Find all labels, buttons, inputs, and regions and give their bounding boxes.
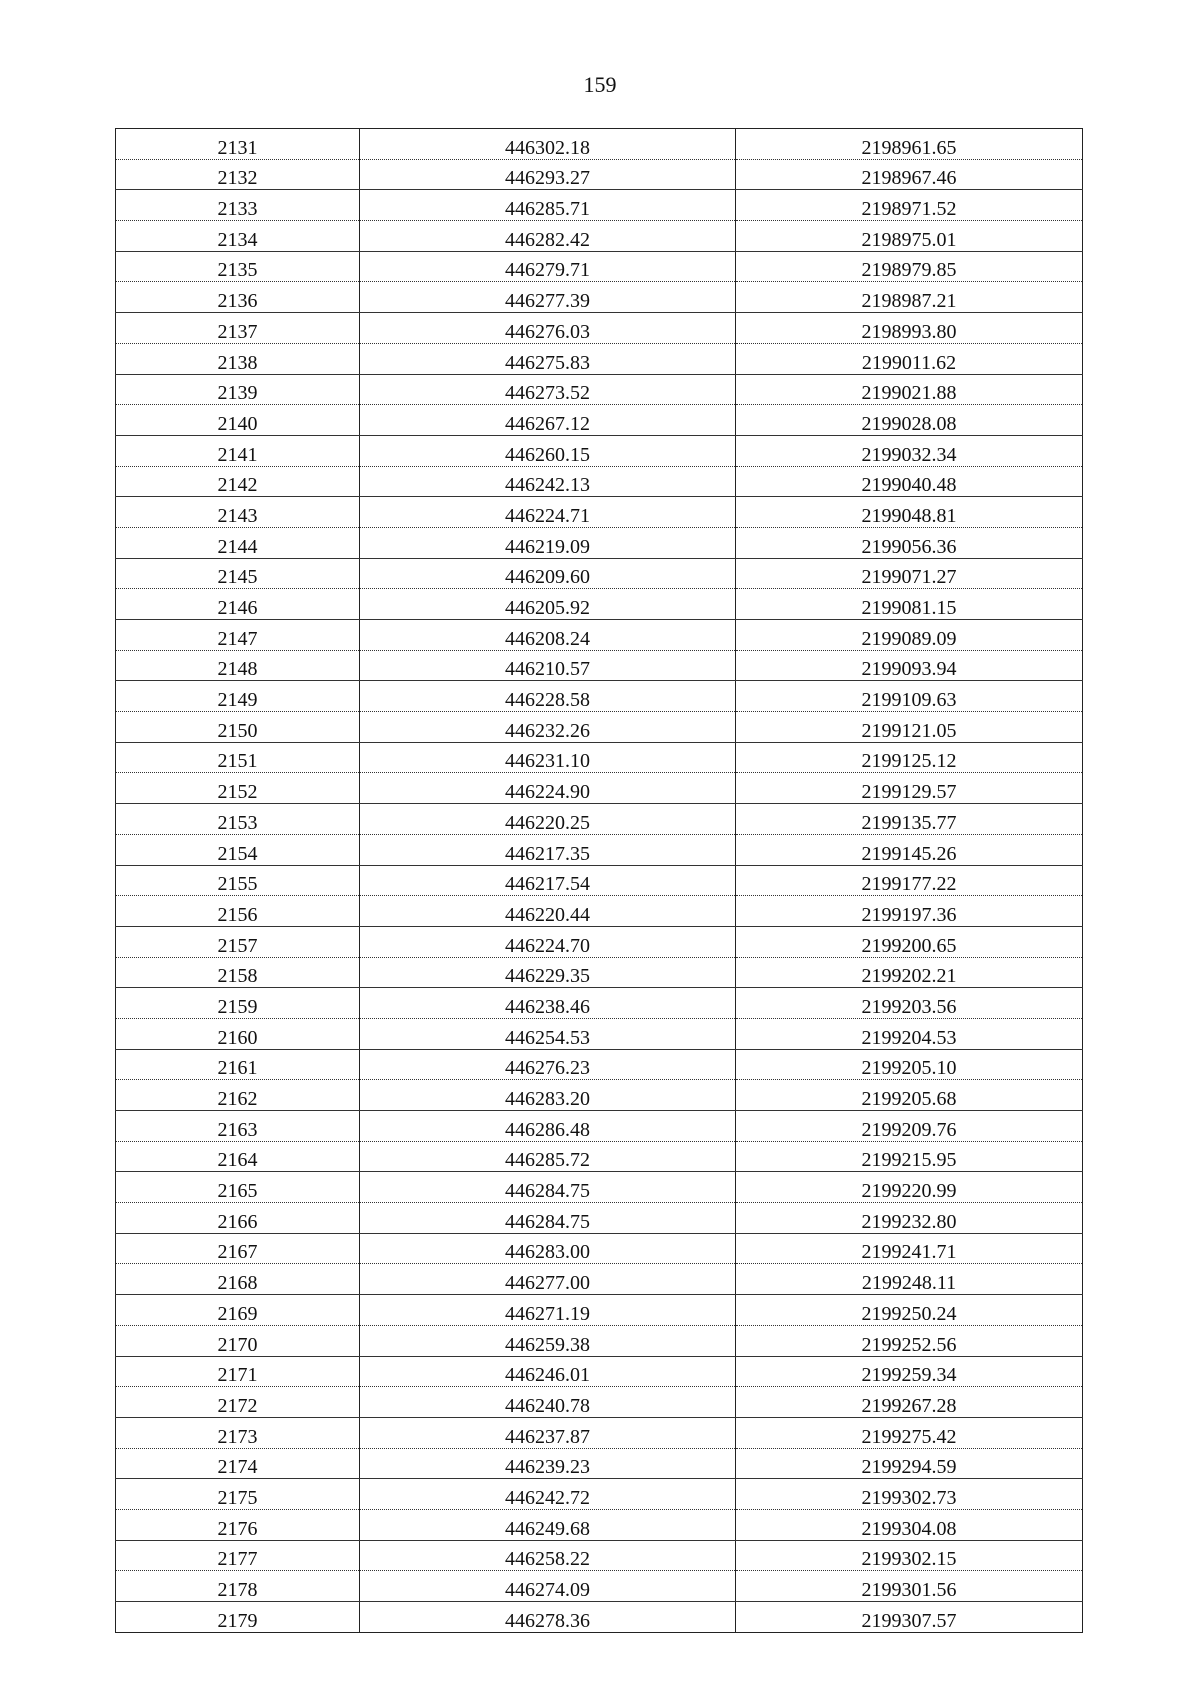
table-row [116,1172,1083,1203]
point-number-cell: 2168 [116,1264,360,1295]
x-coordinate-cell: 446273.52 [360,374,736,405]
table-row [116,650,1083,681]
y-coordinate-cell: 2199204.53 [736,1018,1083,1049]
x-coordinate-cell: 446254.53 [360,1018,736,1049]
y-coordinate-cell: 2199304.08 [736,1509,1083,1540]
table-row [116,1049,1083,1080]
x-coordinate-cell: 446274.09 [360,1571,736,1602]
table-row [116,374,1083,405]
point-number-cell: 2147 [116,620,360,651]
table-row [116,497,1083,528]
table-row [116,1509,1083,1540]
point-number-cell: 2134 [116,221,360,252]
x-coordinate-cell: 446286.48 [360,1111,736,1142]
x-coordinate-cell: 446277.39 [360,282,736,313]
table-row [116,988,1083,1019]
y-coordinate-cell: 2199220.99 [736,1172,1083,1203]
point-number-cell: 2155 [116,865,360,896]
point-number-cell: 2154 [116,834,360,865]
y-coordinate-cell: 2199209.76 [736,1111,1083,1142]
table-row [116,282,1083,313]
table-row [116,1080,1083,1111]
y-coordinate-cell: 2199089.09 [736,620,1083,651]
point-number-cell: 2167 [116,1233,360,1264]
y-coordinate-cell: 2198979.85 [736,251,1083,282]
point-number-cell: 2162 [116,1080,360,1111]
x-coordinate-cell: 446267.12 [360,405,736,436]
x-coordinate-cell: 446284.75 [360,1203,736,1234]
y-coordinate-cell: 2199302.73 [736,1479,1083,1510]
y-coordinate-cell: 2199252.56 [736,1325,1083,1356]
x-coordinate-cell: 446229.35 [360,957,736,988]
table-row [116,129,1083,160]
x-coordinate-cell: 446208.24 [360,620,736,651]
x-coordinate-cell: 446242.13 [360,466,736,497]
point-number-cell: 2148 [116,650,360,681]
y-coordinate-cell: 2199177.22 [736,865,1083,896]
point-number-cell: 2150 [116,712,360,743]
x-coordinate-cell: 446217.54 [360,865,736,896]
x-coordinate-cell: 446209.60 [360,558,736,589]
table-row [116,190,1083,221]
y-coordinate-cell: 2199275.42 [736,1417,1083,1448]
y-coordinate-cell: 2199200.65 [736,926,1083,957]
x-coordinate-cell: 446278.36 [360,1602,736,1633]
table-row [116,558,1083,589]
point-number-cell: 2172 [116,1387,360,1418]
table-row [116,159,1083,190]
y-coordinate-cell: 2199109.63 [736,681,1083,712]
y-coordinate-cell: 2199302.15 [736,1540,1083,1571]
point-number-cell: 2165 [116,1172,360,1203]
y-coordinate-cell: 2199129.57 [736,773,1083,804]
x-coordinate-cell: 446242.72 [360,1479,736,1510]
point-number-cell: 2175 [116,1479,360,1510]
x-coordinate-cell: 446283.20 [360,1080,736,1111]
point-number-cell: 2145 [116,558,360,589]
point-number-cell: 2156 [116,896,360,927]
y-coordinate-cell: 2199145.26 [736,834,1083,865]
point-number-cell: 2177 [116,1540,360,1571]
y-coordinate-cell: 2198993.80 [736,313,1083,344]
y-coordinate-cell: 2198971.52 [736,190,1083,221]
x-coordinate-cell: 446239.23 [360,1448,736,1479]
table-row [116,1356,1083,1387]
table-row [116,343,1083,374]
table-row [116,1479,1083,1510]
point-number-cell: 2171 [116,1356,360,1387]
x-coordinate-cell: 446285.72 [360,1141,736,1172]
x-coordinate-cell: 446231.10 [360,742,736,773]
y-coordinate-cell: 2199048.81 [736,497,1083,528]
table-row [116,865,1083,896]
table-row [116,313,1083,344]
y-coordinate-cell: 2199040.48 [736,466,1083,497]
y-coordinate-cell: 2199081.15 [736,589,1083,620]
x-coordinate-cell: 446282.42 [360,221,736,252]
point-number-cell: 2178 [116,1571,360,1602]
table-row [116,1387,1083,1418]
x-coordinate-cell: 446210.57 [360,650,736,681]
coordinate-table-body [116,129,1083,1633]
table-row [116,1417,1083,1448]
point-number-cell: 2132 [116,159,360,190]
x-coordinate-cell: 446205.92 [360,589,736,620]
table-row [116,1018,1083,1049]
point-number-cell: 2149 [116,681,360,712]
y-coordinate-cell: 2198975.01 [736,221,1083,252]
x-coordinate-cell: 446224.71 [360,497,736,528]
point-number-cell: 2133 [116,190,360,221]
point-number-cell: 2131 [116,129,360,160]
point-number-cell: 2159 [116,988,360,1019]
table-row [116,834,1083,865]
point-number-cell: 2160 [116,1018,360,1049]
table-row [116,773,1083,804]
x-coordinate-cell: 446277.00 [360,1264,736,1295]
table-row [116,1203,1083,1234]
table-row [116,466,1083,497]
table-row [116,1325,1083,1356]
table-row [116,1571,1083,1602]
y-coordinate-cell: 2198967.46 [736,159,1083,190]
point-number-cell: 2170 [116,1325,360,1356]
x-coordinate-cell: 446232.26 [360,712,736,743]
point-number-cell: 2151 [116,742,360,773]
table-row [116,804,1083,835]
table-row [116,681,1083,712]
coordinate-table [115,128,1083,1633]
table-row [116,435,1083,466]
table-row [116,405,1083,436]
table-row [116,1540,1083,1571]
point-number-cell: 2141 [116,435,360,466]
y-coordinate-cell: 2199294.59 [736,1448,1083,1479]
y-coordinate-cell: 2199011.62 [736,343,1083,374]
table-row [116,1295,1083,1326]
x-coordinate-cell: 446276.03 [360,313,736,344]
point-number-cell: 2138 [116,343,360,374]
x-coordinate-cell: 446217.35 [360,834,736,865]
point-number-cell: 2139 [116,374,360,405]
y-coordinate-cell: 2199203.56 [736,988,1083,1019]
y-coordinate-cell: 2199241.71 [736,1233,1083,1264]
point-number-cell: 2152 [116,773,360,804]
y-coordinate-cell: 2199215.95 [736,1141,1083,1172]
x-coordinate-cell: 446259.38 [360,1325,736,1356]
y-coordinate-cell: 2199301.56 [736,1571,1083,1602]
point-number-cell: 2153 [116,804,360,835]
table-row [116,620,1083,651]
y-coordinate-cell: 2199021.88 [736,374,1083,405]
x-coordinate-cell: 446228.58 [360,681,736,712]
table-row [116,589,1083,620]
point-number-cell: 2135 [116,251,360,282]
point-number-cell: 2142 [116,466,360,497]
y-coordinate-cell: 2199205.68 [736,1080,1083,1111]
table-row [116,1233,1083,1264]
x-coordinate-cell: 446220.25 [360,804,736,835]
x-coordinate-cell: 446271.19 [360,1295,736,1326]
point-number-cell: 2163 [116,1111,360,1142]
table-row [116,926,1083,957]
x-coordinate-cell: 446238.46 [360,988,736,1019]
table-row [116,221,1083,252]
y-coordinate-cell: 2199307.57 [736,1602,1083,1633]
table-row [116,527,1083,558]
y-coordinate-cell: 2199028.08 [736,405,1083,436]
x-coordinate-cell: 446279.71 [360,251,736,282]
table-row [116,742,1083,773]
x-coordinate-cell: 446237.87 [360,1417,736,1448]
y-coordinate-cell: 2199197.36 [736,896,1083,927]
x-coordinate-cell: 446224.90 [360,773,736,804]
page-number: 159 [583,72,617,97]
point-number-cell: 2137 [116,313,360,344]
x-coordinate-cell: 446276.23 [360,1049,736,1080]
y-coordinate-cell: 2199135.77 [736,804,1083,835]
y-coordinate-cell: 2198961.65 [736,129,1083,160]
point-number-cell: 2176 [116,1509,360,1540]
y-coordinate-cell: 2199093.94 [736,650,1083,681]
y-coordinate-cell: 2199071.27 [736,558,1083,589]
point-number-cell: 2144 [116,527,360,558]
x-coordinate-cell: 446240.78 [360,1387,736,1418]
y-coordinate-cell: 2198987.21 [736,282,1083,313]
y-coordinate-cell: 2199259.34 [736,1356,1083,1387]
point-number-cell: 2166 [116,1203,360,1234]
point-number-cell: 2157 [116,926,360,957]
table-row [116,1602,1083,1633]
y-coordinate-cell: 2199232.80 [736,1203,1083,1234]
point-number-cell: 2143 [116,497,360,528]
y-coordinate-cell: 2199032.34 [736,435,1083,466]
x-coordinate-cell: 446224.70 [360,926,736,957]
y-coordinate-cell: 2199250.24 [736,1295,1083,1326]
point-number-cell: 2136 [116,282,360,313]
table-row [116,957,1083,988]
x-coordinate-cell: 446258.22 [360,1540,736,1571]
table-row [116,1264,1083,1295]
y-coordinate-cell: 2199202.21 [736,957,1083,988]
table-row [116,251,1083,282]
y-coordinate-cell: 2199267.28 [736,1387,1083,1418]
x-coordinate-cell: 446260.15 [360,435,736,466]
point-number-cell: 2164 [116,1141,360,1172]
point-number-cell: 2161 [116,1049,360,1080]
point-number-cell: 2179 [116,1602,360,1633]
y-coordinate-cell: 2199248.11 [736,1264,1083,1295]
x-coordinate-cell: 446246.01 [360,1356,736,1387]
x-coordinate-cell: 446293.27 [360,159,736,190]
x-coordinate-cell: 446284.75 [360,1172,736,1203]
x-coordinate-cell: 446285.71 [360,190,736,221]
point-number-cell: 2158 [116,957,360,988]
point-number-cell: 2146 [116,589,360,620]
y-coordinate-cell: 2199205.10 [736,1049,1083,1080]
table-row [116,1141,1083,1172]
table-row [116,896,1083,927]
x-coordinate-cell: 446283.00 [360,1233,736,1264]
y-coordinate-cell: 2199125.12 [736,742,1083,773]
x-coordinate-cell: 446219.09 [360,527,736,558]
x-coordinate-cell: 446220.44 [360,896,736,927]
y-coordinate-cell: 2199056.36 [736,527,1083,558]
y-coordinate-cell: 2199121.05 [736,712,1083,743]
point-number-cell: 2169 [116,1295,360,1326]
point-number-cell: 2140 [116,405,360,436]
point-number-cell: 2173 [116,1417,360,1448]
x-coordinate-cell: 446302.18 [360,129,736,160]
table-row [116,712,1083,743]
x-coordinate-cell: 446275.83 [360,343,736,374]
point-number-cell: 2174 [116,1448,360,1479]
table-row [116,1448,1083,1479]
table-row [116,1111,1083,1142]
x-coordinate-cell: 446249.68 [360,1509,736,1540]
